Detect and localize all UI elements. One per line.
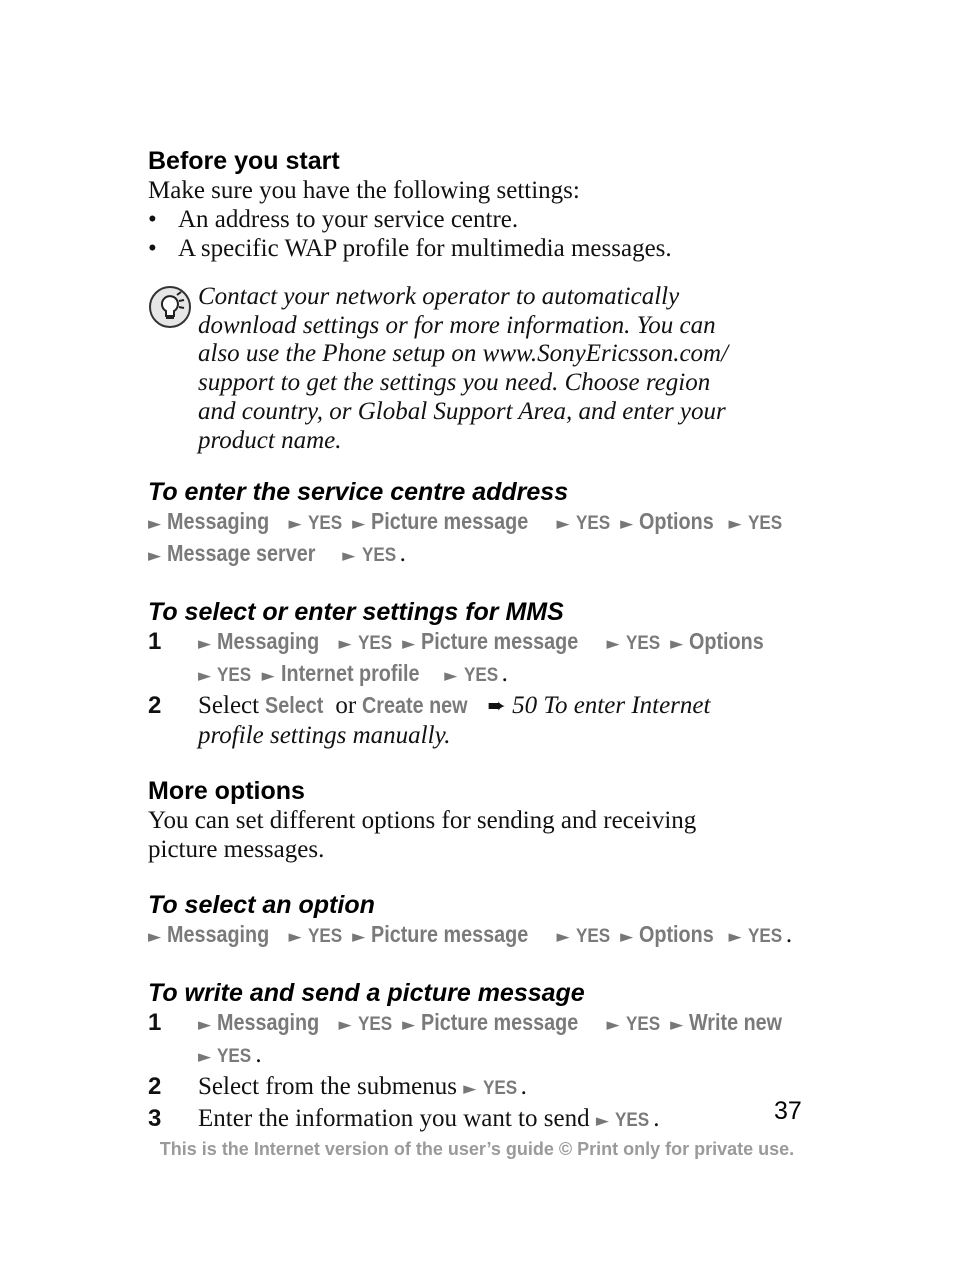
lightbulb-tip-icon (148, 285, 192, 329)
heading-write-send: To write and send a picture message (148, 979, 585, 1008)
tip-text (198, 283, 778, 455)
yes-key: YES (217, 665, 252, 687)
step-text: Enter the information you want to send (198, 1105, 590, 1133)
period: . (399, 540, 406, 568)
step-body (198, 1072, 828, 1104)
yes-key: YES (217, 1046, 252, 1068)
nav-arrow-icon: ► (288, 927, 302, 948)
tip-line: and country, or Global Support Area, and enter your (198, 397, 726, 425)
yes-key: YES (625, 1014, 661, 1036)
menu-item-messaging: Messaging (167, 508, 270, 535)
menu-item-select: Select (265, 692, 324, 719)
nav-arrow-icon: ► (670, 634, 684, 655)
nav-arrow-icon: ► (620, 927, 634, 948)
tip-line: download settings or for more information. You can (198, 311, 716, 339)
yes-key: YES (482, 1078, 517, 1100)
heading-before-you-start: Before you start (148, 147, 340, 175)
yes-key: YES (307, 513, 343, 535)
yes-key: YES (615, 1110, 650, 1132)
menu-item-picture-message: Picture message (371, 921, 529, 948)
heading-more-options: More options (148, 777, 305, 806)
step-number: 2 (148, 692, 162, 720)
step-body (198, 627, 828, 691)
period: . (520, 1073, 527, 1101)
bullet-dot: • (148, 235, 157, 262)
menu-item-picture-message: Picture message (421, 1009, 579, 1036)
nav-arrow-icon: ► (338, 1015, 352, 1036)
nav-arrow-icon: ► (463, 1079, 477, 1100)
yes-key: YES (361, 545, 396, 567)
step-item (148, 1008, 828, 1072)
nav-arrow-icon: ► (148, 514, 162, 535)
nav-arrow-icon: ► (198, 1015, 212, 1036)
before-intro: Make sure you have the following settings: (148, 177, 580, 204)
nav-arrow-icon: ► (352, 927, 366, 948)
nav-arrow-icon: ► (595, 1111, 609, 1132)
step-item (148, 1104, 828, 1136)
period: . (501, 660, 508, 688)
tip-line: support to get the settings you need. Choose region (198, 369, 711, 397)
yes-key: YES (575, 513, 611, 535)
nav-arrow-icon: ► (444, 666, 458, 687)
nav-arrow-icon: ► (728, 927, 742, 948)
heading-service-centre: To enter the service centre address (148, 478, 569, 507)
step-item (148, 691, 828, 750)
heading-mms-settings: To select or enter settings for MMS (148, 598, 564, 627)
step-text: Select (198, 692, 260, 720)
bullet-item (148, 234, 828, 263)
step-text: Select from the submenus (198, 1073, 457, 1101)
nav-arrow-icon: ► (338, 634, 352, 655)
nav-arrow-icon: ► (556, 927, 570, 948)
menu-item-write-new: Write new (689, 1009, 783, 1036)
menu-path-service (148, 507, 828, 571)
yes-key: YES (463, 665, 498, 687)
nav-arrow-icon: ► (342, 546, 356, 567)
nav-arrow-icon: ► (261, 666, 275, 687)
nav-arrow-icon: ► (198, 666, 212, 687)
nav-arrow-icon: ► (148, 546, 162, 567)
menu-item-options: Options (689, 628, 765, 655)
bullet-text: A specific WAP profile for multimedia messages. (178, 235, 672, 262)
menu-path-option (148, 920, 828, 952)
yes-key: YES (747, 926, 783, 948)
page-reference: 50 To enter Internet (512, 692, 711, 720)
period: . (785, 921, 793, 949)
yes-key: YES (747, 513, 783, 535)
nav-arrow-icon: ► (148, 927, 162, 948)
period: . (653, 1105, 660, 1133)
yes-key: YES (357, 1014, 393, 1036)
step-number: 2 (148, 1073, 162, 1101)
bullet-text: An address to your service centre. (178, 206, 519, 233)
menu-item-message-server: Message server (167, 540, 316, 567)
menu-item-internet-profile: Internet profile (280, 660, 420, 687)
nav-arrow-icon: ► (728, 514, 742, 535)
yes-key: YES (625, 633, 661, 655)
more-text-line: picture messages. (148, 836, 325, 864)
page-number: 37 (774, 1097, 802, 1125)
step-text: or (335, 692, 357, 720)
page-reference: profile settings manually. (198, 722, 451, 750)
step-item (148, 1072, 828, 1104)
bullet-dot: • (148, 206, 157, 233)
menu-item-messaging: Messaging (217, 628, 320, 655)
tip-line: Contact your network operator to automatically (198, 283, 680, 310)
nav-arrow-icon: ► (198, 634, 212, 655)
menu-item-options: Options (639, 921, 715, 948)
step-body (198, 1008, 828, 1072)
bullet-item (148, 205, 828, 234)
nav-arrow-icon: ► (402, 1015, 416, 1036)
page-reference-arrow-icon: ➨ (487, 694, 506, 720)
menu-item-picture-message: Picture message (371, 508, 529, 535)
yes-key: YES (575, 926, 611, 948)
nav-arrow-icon: ► (288, 514, 302, 535)
nav-arrow-icon: ► (620, 514, 634, 535)
more-text-line: You can set different options for sending and receiving (148, 807, 697, 835)
nav-arrow-icon: ► (402, 634, 416, 655)
nav-arrow-icon: ► (198, 1047, 212, 1068)
menu-item-options: Options (639, 508, 715, 535)
step-number: 3 (148, 1105, 162, 1133)
step-number: 1 (148, 1009, 162, 1037)
menu-item-messaging: Messaging (217, 1009, 320, 1036)
step-body (198, 691, 828, 750)
nav-arrow-icon: ► (556, 514, 570, 535)
yes-key: YES (307, 926, 343, 948)
yes-key: YES (357, 633, 393, 655)
period: . (255, 1041, 262, 1069)
menu-item-messaging: Messaging (167, 921, 270, 948)
tip-line: also use the Phone setup on www.SonyEricsson.com/ (198, 340, 729, 368)
nav-arrow-icon: ► (606, 634, 620, 655)
nav-arrow-icon: ► (606, 1015, 620, 1036)
tip-box (148, 283, 828, 455)
nav-arrow-icon: ► (670, 1015, 684, 1036)
step-number: 1 (148, 628, 162, 656)
step-body (198, 1104, 828, 1136)
step-item (148, 627, 828, 691)
footer-notice: This is the Internet version of the user’s guide © Print only for private use. (159, 1139, 795, 1159)
menu-item-create-new: Create new (362, 692, 468, 719)
nav-arrow-icon: ► (352, 514, 366, 535)
menu-item-picture-message: Picture message (421, 628, 579, 655)
tip-line: product name. (198, 426, 342, 454)
document-page (148, 146, 828, 1136)
heading-select-option: To select an option (148, 891, 375, 920)
